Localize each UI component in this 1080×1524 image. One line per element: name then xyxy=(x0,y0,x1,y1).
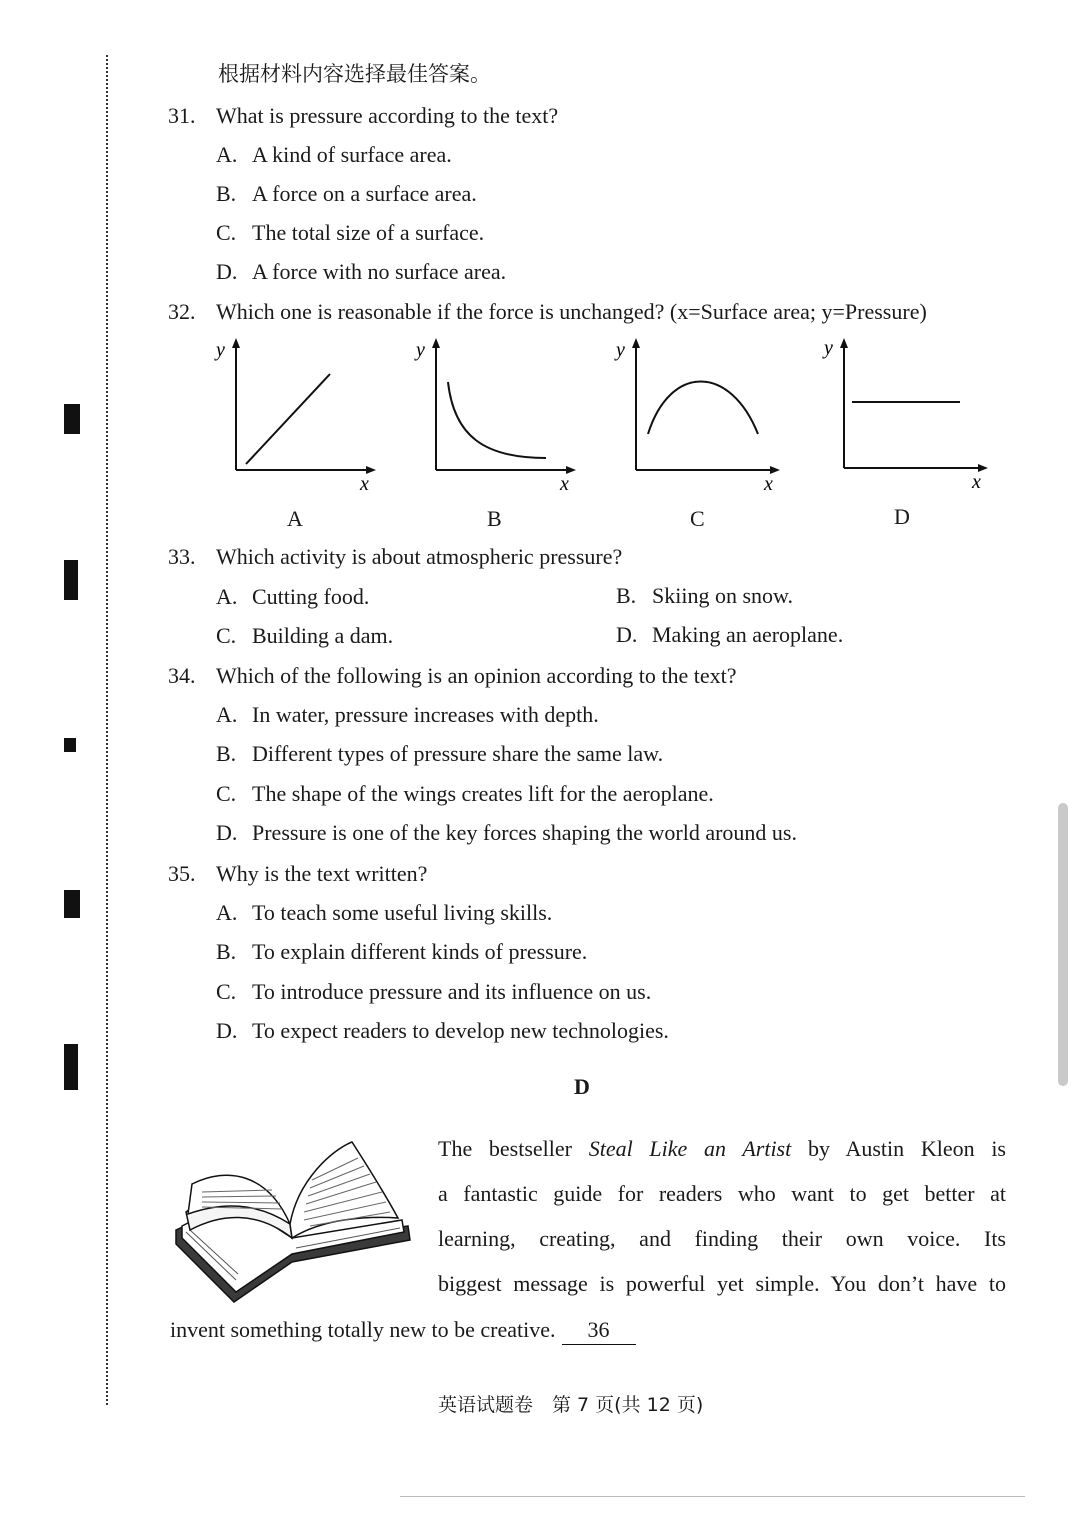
option-letter: C. xyxy=(216,220,237,245)
option-text: To expect readers to develop new technologies. xyxy=(252,1018,669,1043)
question-number: 32. xyxy=(168,299,196,324)
passage-line: learning, creating, and finding their own voice. Its xyxy=(438,1226,1006,1251)
question-text: What is pressure according to the text? xyxy=(216,103,559,128)
option-text: The total size of a surface. xyxy=(252,220,485,245)
margin-mark xyxy=(64,890,80,918)
passage-line: a fantastic guide for readers who want to get better at xyxy=(438,1181,1006,1206)
y-axis-label: y xyxy=(616,339,625,361)
option-letter: D. xyxy=(216,820,238,845)
open-book-icon xyxy=(172,1140,412,1305)
y-axis-label: y xyxy=(216,339,225,361)
option-text: To explain different kinds of pressure. xyxy=(252,939,588,964)
passage-line: biggest message is powerful yet simple. You don’t have to xyxy=(438,1271,1006,1296)
option-text: To introduce pressure and its influence on us. xyxy=(252,979,652,1004)
option-text: Building a dam. xyxy=(252,623,394,648)
graph-d-flat-line xyxy=(818,336,993,496)
margin-mark xyxy=(64,738,76,752)
graph-a-rising-line xyxy=(210,336,380,496)
bottom-rule xyxy=(400,1496,1025,1497)
question-text: Which activity is about atmospheric pressure? xyxy=(216,544,623,569)
option-text: A force with no surface area. xyxy=(252,259,507,284)
question-number: 33. xyxy=(168,544,196,569)
option-letter: A. xyxy=(216,900,238,925)
graph-b-decreasing-curve xyxy=(410,336,580,496)
passage-line: invent something totally new to be creative. 36 xyxy=(170,1316,636,1345)
option-text: A kind of surface area. xyxy=(252,142,452,167)
question-number: 35. xyxy=(168,861,196,886)
option-text: In water, pressure increases with depth. xyxy=(252,702,599,727)
graph-label: D xyxy=(894,504,910,529)
margin-mark xyxy=(64,404,80,434)
option-letter: D. xyxy=(216,259,238,284)
graph-label: C xyxy=(690,506,705,531)
question-text: Why is the text written? xyxy=(216,861,428,886)
graph-label: A xyxy=(287,506,303,531)
graph-label: B xyxy=(487,506,502,531)
question-text: Which of the following is an opinion according to the text? xyxy=(216,663,737,688)
option-letter: C. xyxy=(216,781,237,806)
option-letter: A. xyxy=(216,584,238,609)
page-footer: 英语试题卷 第 7 页(共 12 页) xyxy=(438,1394,704,1416)
option-letter: B. xyxy=(216,939,237,964)
option-text: Pressure is one of the key forces shaping the world around us. xyxy=(252,820,797,845)
option-letter: B. xyxy=(616,583,637,608)
binding-margin-line xyxy=(106,55,108,1405)
section-heading: D xyxy=(574,1074,590,1099)
x-axis-label: x xyxy=(360,473,369,495)
book-title: Steal Like an Artist xyxy=(588,1136,792,1161)
y-axis-label: y xyxy=(416,339,425,361)
instruction-text: 根据材料内容选择最佳答案。 xyxy=(218,62,491,86)
option-text: Skiing on snow. xyxy=(652,583,793,608)
x-axis-label: x xyxy=(764,473,773,495)
graph-c-arch xyxy=(610,336,785,496)
option-letter: B. xyxy=(216,181,237,206)
option-letter: C. xyxy=(216,623,237,648)
passage-line: The bestseller Steal Like an Artist by Austin Kleon is xyxy=(438,1136,1006,1161)
option-letter: A. xyxy=(216,702,238,727)
x-axis-label: x xyxy=(972,471,981,493)
option-text: Cutting food. xyxy=(252,584,370,609)
y-axis-label: y xyxy=(824,337,833,359)
option-letter: D. xyxy=(616,622,638,647)
option-letter: D. xyxy=(216,1018,238,1043)
option-letter: B. xyxy=(216,741,237,766)
option-letter: C. xyxy=(216,979,237,1004)
option-text: The shape of the wings creates lift for the aeroplane. xyxy=(252,781,714,806)
x-axis-label: x xyxy=(560,473,569,495)
scrollbar-thumb[interactable] xyxy=(1058,803,1068,1086)
question-number: 34. xyxy=(168,663,196,688)
margin-mark xyxy=(64,560,78,600)
margin-mark xyxy=(64,1044,78,1090)
option-letter: A. xyxy=(216,142,238,167)
option-text: Different types of pressure share the same law. xyxy=(252,741,664,766)
option-text: A force on a surface area. xyxy=(252,181,477,206)
option-text: To teach some useful living skills. xyxy=(252,900,553,925)
question-text: Which one is reasonable if the force is unchanged? (x=Surface area; y=Pressure) xyxy=(216,299,927,324)
option-text: Making an aeroplane. xyxy=(652,622,844,647)
question-number: 31. xyxy=(168,103,196,128)
answer-blank[interactable]: 36 xyxy=(562,1316,636,1345)
